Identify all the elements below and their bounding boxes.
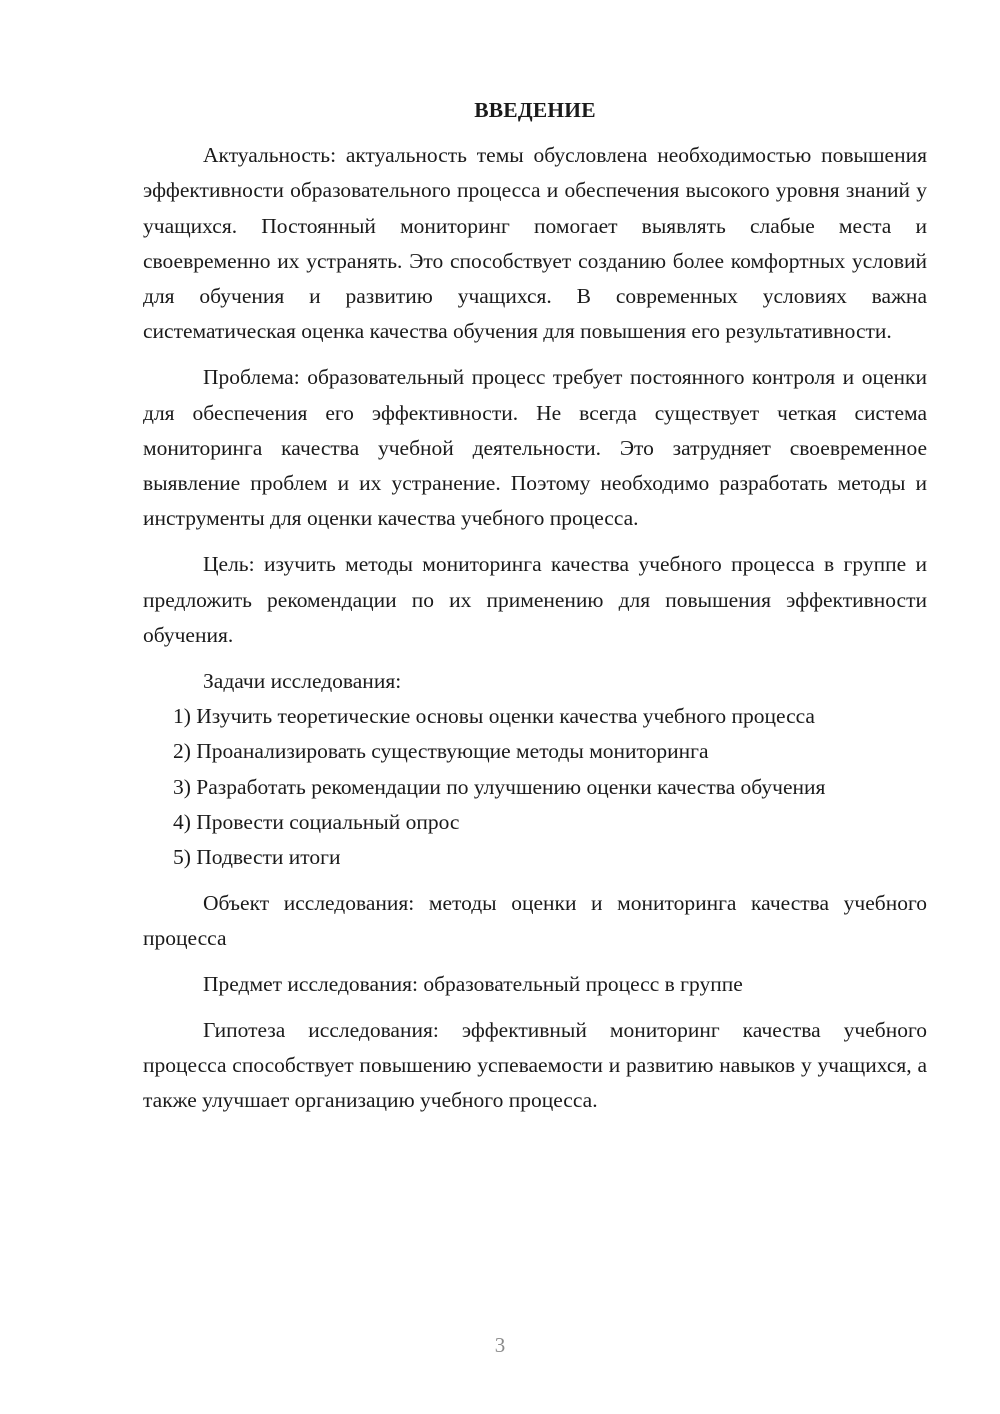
task-item: 4) Провести социальный опрос	[173, 809, 460, 834]
page-title: ВВЕДЕНИЕ	[474, 98, 596, 122]
object-paragraph: Объект исследования: методы оценки и мониторинга качества учебного процесса	[143, 890, 927, 951]
task-item: 2) Проанализировать существующие методы мониторинга	[173, 739, 709, 764]
task-item: 5) Подвести итоги	[173, 845, 341, 870]
task-item: 3) Разработать рекомендации по улучшению оценки качества обучения	[173, 774, 826, 799]
page-number: 3	[494, 1333, 506, 1357]
page-content	[143, 94, 927, 1119]
task-item: 1) Изучить теоретические основы оценки качества учебного процесса	[173, 703, 815, 728]
subject-paragraph: Предмет исследования: образовательный процесс в группе	[203, 972, 743, 997]
hypothesis-paragraph: Гипотеза исследования: эффективный мониторинг качества учебного процесса способствует повышению успеваемости и развитию навыков у учащихся, а также улучшает организацию учебного процесса.	[143, 1017, 927, 1113]
relevance-paragraph: Актуальность: актуальность темы обусловлена необходимостью повышения эффективности образовательного процесса и обеспечения высокого уровня знаний у учащихся. Постоянный мониторинг помогает выявлять слабые места и своевременно их устранять. Это способствует созданию более комфортных условий для обучения и развитию учащихся. В современных условиях важна систематическая оценка качества обучения для повышения его результативности.	[143, 143, 927, 344]
problem-paragraph: Проблема: образовательный процесс требует постоянного контроля и оценки для обеспечения его эффективности. Не всегда существует четкая система мониторинга качества учебной деятельности. Это затрудняет своевременное выявление проблем и их устранение. Поэтому необходимо разработать методы и инструменты для оценки качества учебного процесса.	[143, 365, 927, 531]
goal-paragraph: Цель: изучить методы мониторинга качества учебного процесса в группе и предложить рекомендации по их применению для повышения эффективности обучения.	[143, 552, 927, 647]
tasks-heading: Задачи исследования:	[203, 668, 402, 693]
